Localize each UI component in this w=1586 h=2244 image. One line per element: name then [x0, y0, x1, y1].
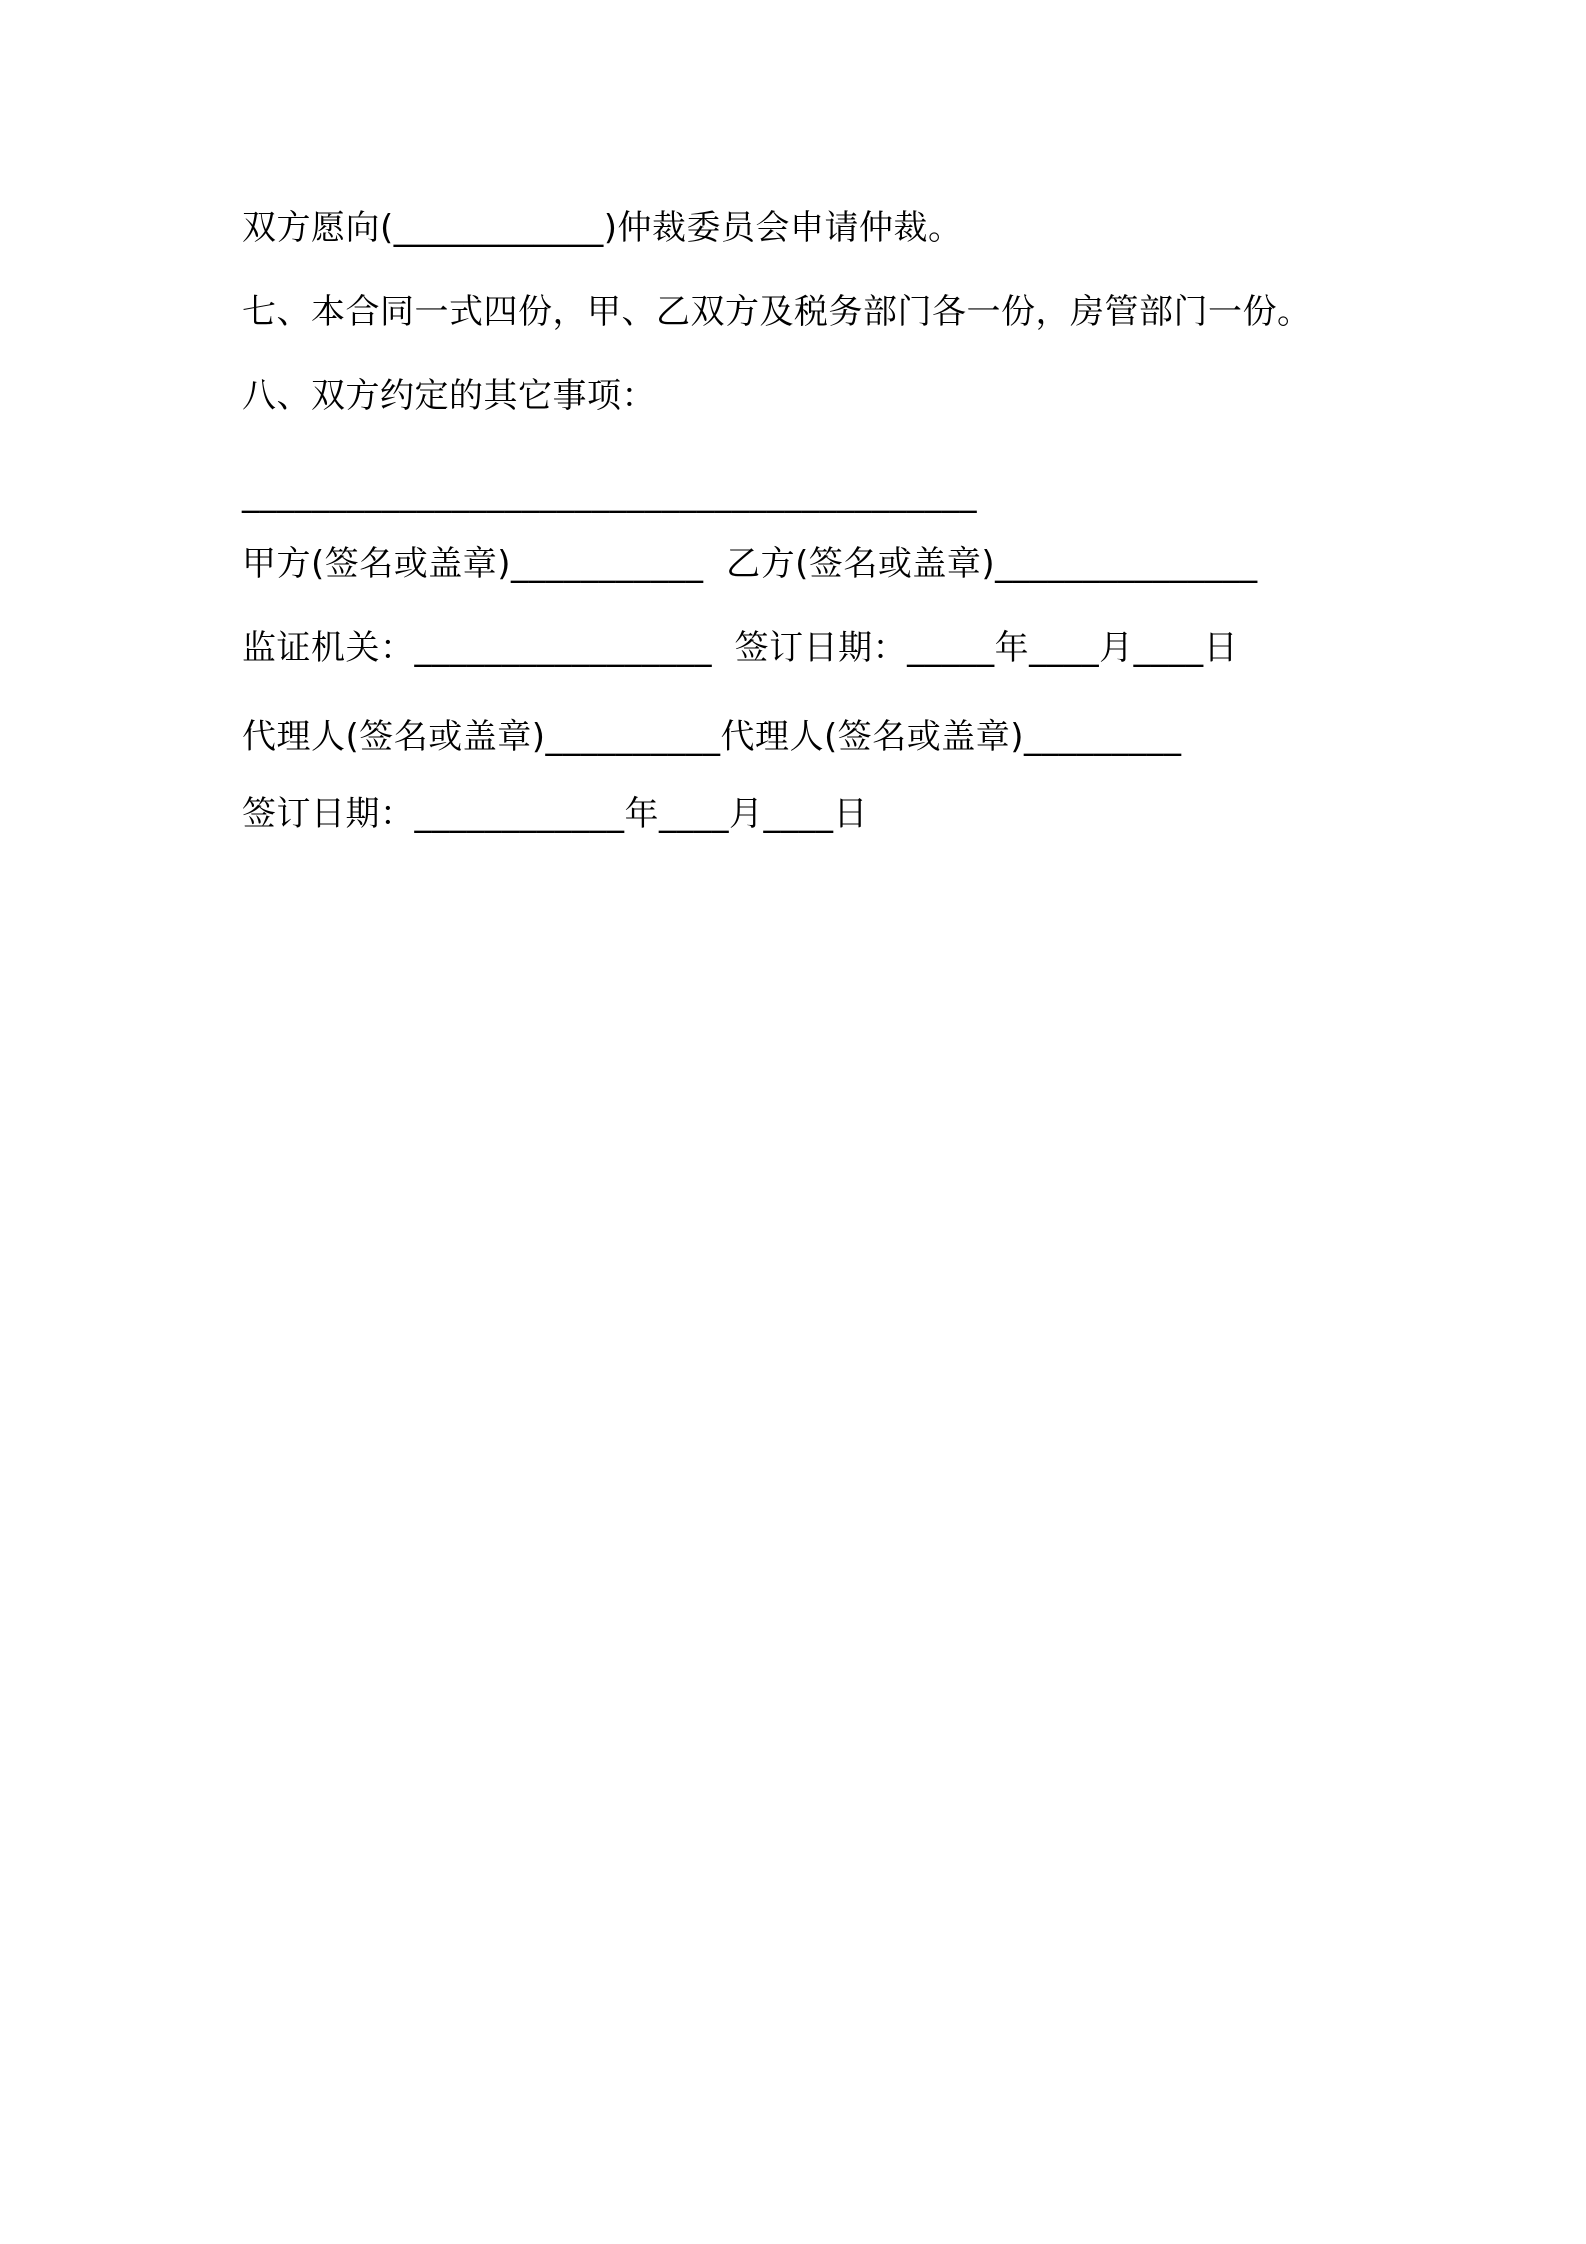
party-a-signature: 甲方(签名或盖章)___________	[242, 544, 704, 584]
supervising-authority: 监证机关：_________________	[242, 628, 712, 668]
party-signature-line	[242, 542, 1258, 586]
signing-date: 签订日期：_____年____月____日	[734, 628, 1239, 668]
authority-date-line	[242, 626, 1238, 670]
other-matters-heading: 八、双方约定的其它事项：	[242, 376, 656, 416]
copies-clause-line: 七、本合同一式四份，甲、乙双方及税务部门各一份，房管部门一份。	[242, 292, 1312, 332]
agent-signing-date-line: 签订日期：____________年____月____日	[242, 794, 868, 834]
other-matters-blank-line: __________________________________________	[242, 474, 977, 514]
party-b-signature: 乙方(签名或盖章)_______________	[726, 544, 1258, 584]
agent-signature-line: 代理人(签名或盖章)__________代理人(签名或盖章)_________	[242, 717, 1182, 757]
arbitration-clause-line: 双方愿向(____________)仲裁委员会申请仲裁。	[242, 208, 963, 248]
